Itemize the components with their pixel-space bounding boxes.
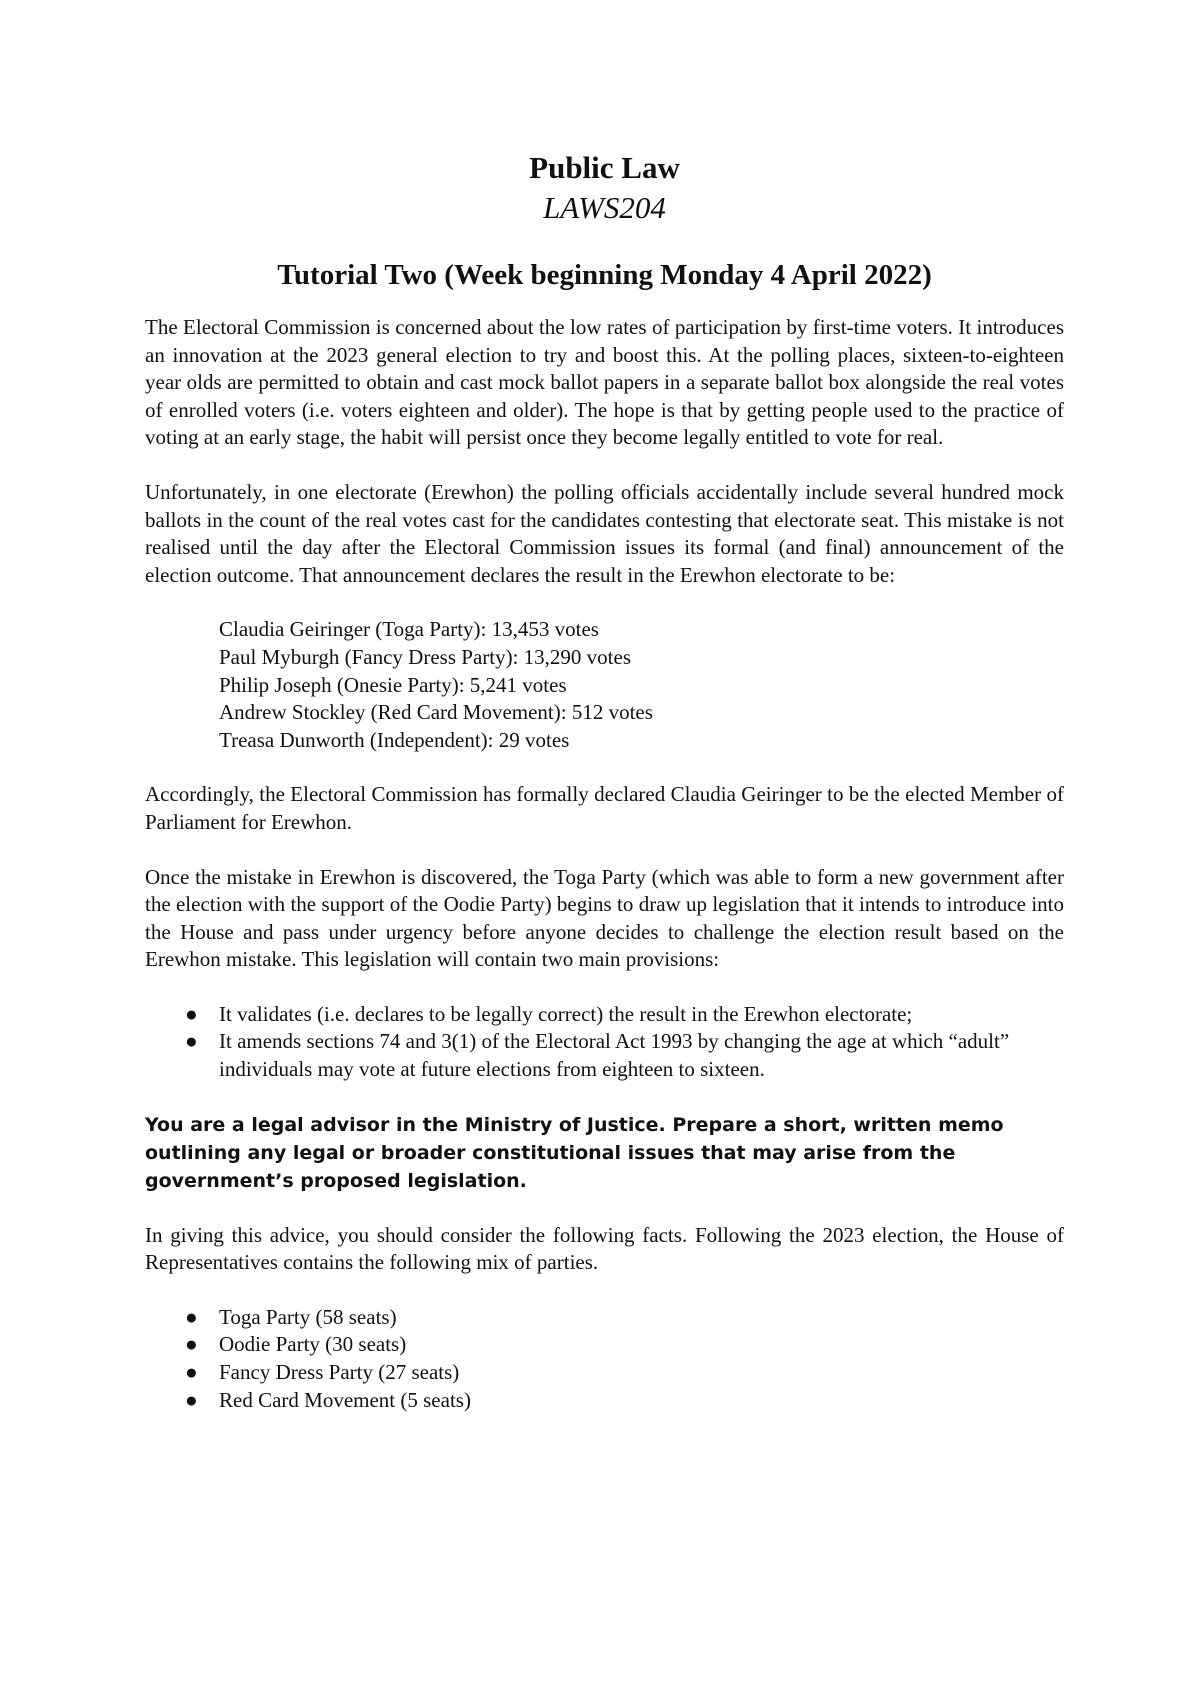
party-item bbox=[145, 1359, 1064, 1387]
party-text: Fancy Dress Party (27 seats) bbox=[219, 1360, 460, 1385]
bullet-icon: ● bbox=[185, 1360, 198, 1385]
party-item bbox=[145, 1304, 1064, 1332]
task-instruction: You are a legal advisor in the Ministry of Justice. Prepare a short, written memo outlining any legal or broader constitutional issues that may arise from the government’s proposed legislation. bbox=[145, 1113, 1004, 1192]
provision-item bbox=[145, 1001, 1064, 1029]
result-item: Andrew Stockley (Red Card Movement): 512 votes bbox=[219, 700, 653, 725]
party-text: Oodie Party (30 seats) bbox=[219, 1332, 407, 1357]
course-code: LAWS204 bbox=[543, 190, 666, 225]
provision-text: It amends sections 74 and 3(1) of the Electoral Act 1993 by changing the age at which “adult” individuals may vote at future elections from eighteen to sixteen. bbox=[219, 1029, 1010, 1082]
result-item: Philip Joseph (Onesie Party): 5,241 votes bbox=[219, 672, 567, 697]
intro-paragraph: The Electoral Commission is concerned about the low rates of participation by first-time voters. It introduces an innovation at the 2023 general election to try and boost this. At the polling places, sixteen-to-eighteen year olds are permitted to obtain and cast mock ballot papers in a separate ballot box alongside the real votes of enrolled voters (i.e. voters eighteen and older). The hope is that by getting people used to the practice of voting at an early stage, the habit will persist once they become legally entitled to vote for real. bbox=[145, 315, 1064, 450]
result-item: Claudia Geiringer (Toga Party): 13,453 votes bbox=[219, 617, 599, 642]
party-text: Toga Party (58 seats) bbox=[219, 1304, 397, 1329]
document-title: Public Law bbox=[529, 150, 680, 185]
declaration-paragraph: Accordingly, the Electoral Commission has formally declared Claudia Geiringer to be the elected Member of Parliament for Erewhon. bbox=[145, 782, 1064, 834]
bullet-icon: ● bbox=[185, 1332, 198, 1357]
provisions-list bbox=[145, 1001, 1064, 1084]
party-item bbox=[145, 1387, 1064, 1415]
tutorial-heading: Tutorial Two (Week beginning Monday 4 April 2022) bbox=[277, 259, 932, 291]
election-results-list bbox=[219, 616, 1064, 754]
result-item: Treasa Dunworth (Independent): 29 votes bbox=[219, 727, 570, 752]
facts-paragraph: In giving this advice, you should consider the following facts. Following the 2023 election, the House of Representatives contains the following mix of parties. bbox=[145, 1222, 1064, 1275]
bullet-icon: ● bbox=[185, 1001, 198, 1026]
result-item: Paul Myburgh (Fancy Dress Party): 13,290 votes bbox=[219, 644, 631, 669]
legislation-paragraph: Once the mistake in Erewhon is discovered, the Toga Party (which was able to form a new government after the election with the support of the Oodie Party) begins to draw up legislation that it intends to introduce into the House and pass under urgency before anyone decides to challenge the election result based on the Erewhon mistake. This legislation will contain two main provisions: bbox=[145, 864, 1064, 972]
bullet-icon: ● bbox=[185, 1029, 198, 1054]
provision-item bbox=[145, 1028, 1064, 1083]
parties-list bbox=[145, 1304, 1064, 1414]
provision-text: It validates (i.e. declares to be legally correct) the result in the Erewhon electorate; bbox=[219, 1001, 913, 1026]
bullet-icon: ● bbox=[185, 1304, 198, 1329]
bullet-icon: ● bbox=[185, 1387, 198, 1412]
party-item bbox=[145, 1331, 1064, 1359]
party-text: Red Card Movement (5 seats) bbox=[219, 1387, 471, 1412]
mistake-paragraph: Unfortunately, in one electorate (Erewhon) the polling officials accidentally include several hundred mock ballots in the count of the real votes cast for the candidates contesting that electorate seat. This mistake is not realised until the day after the Electoral Commission issues its formal (and final) announcement of the election outcome. That announcement declares the result in the Erewhon electorate to be: bbox=[145, 479, 1064, 587]
